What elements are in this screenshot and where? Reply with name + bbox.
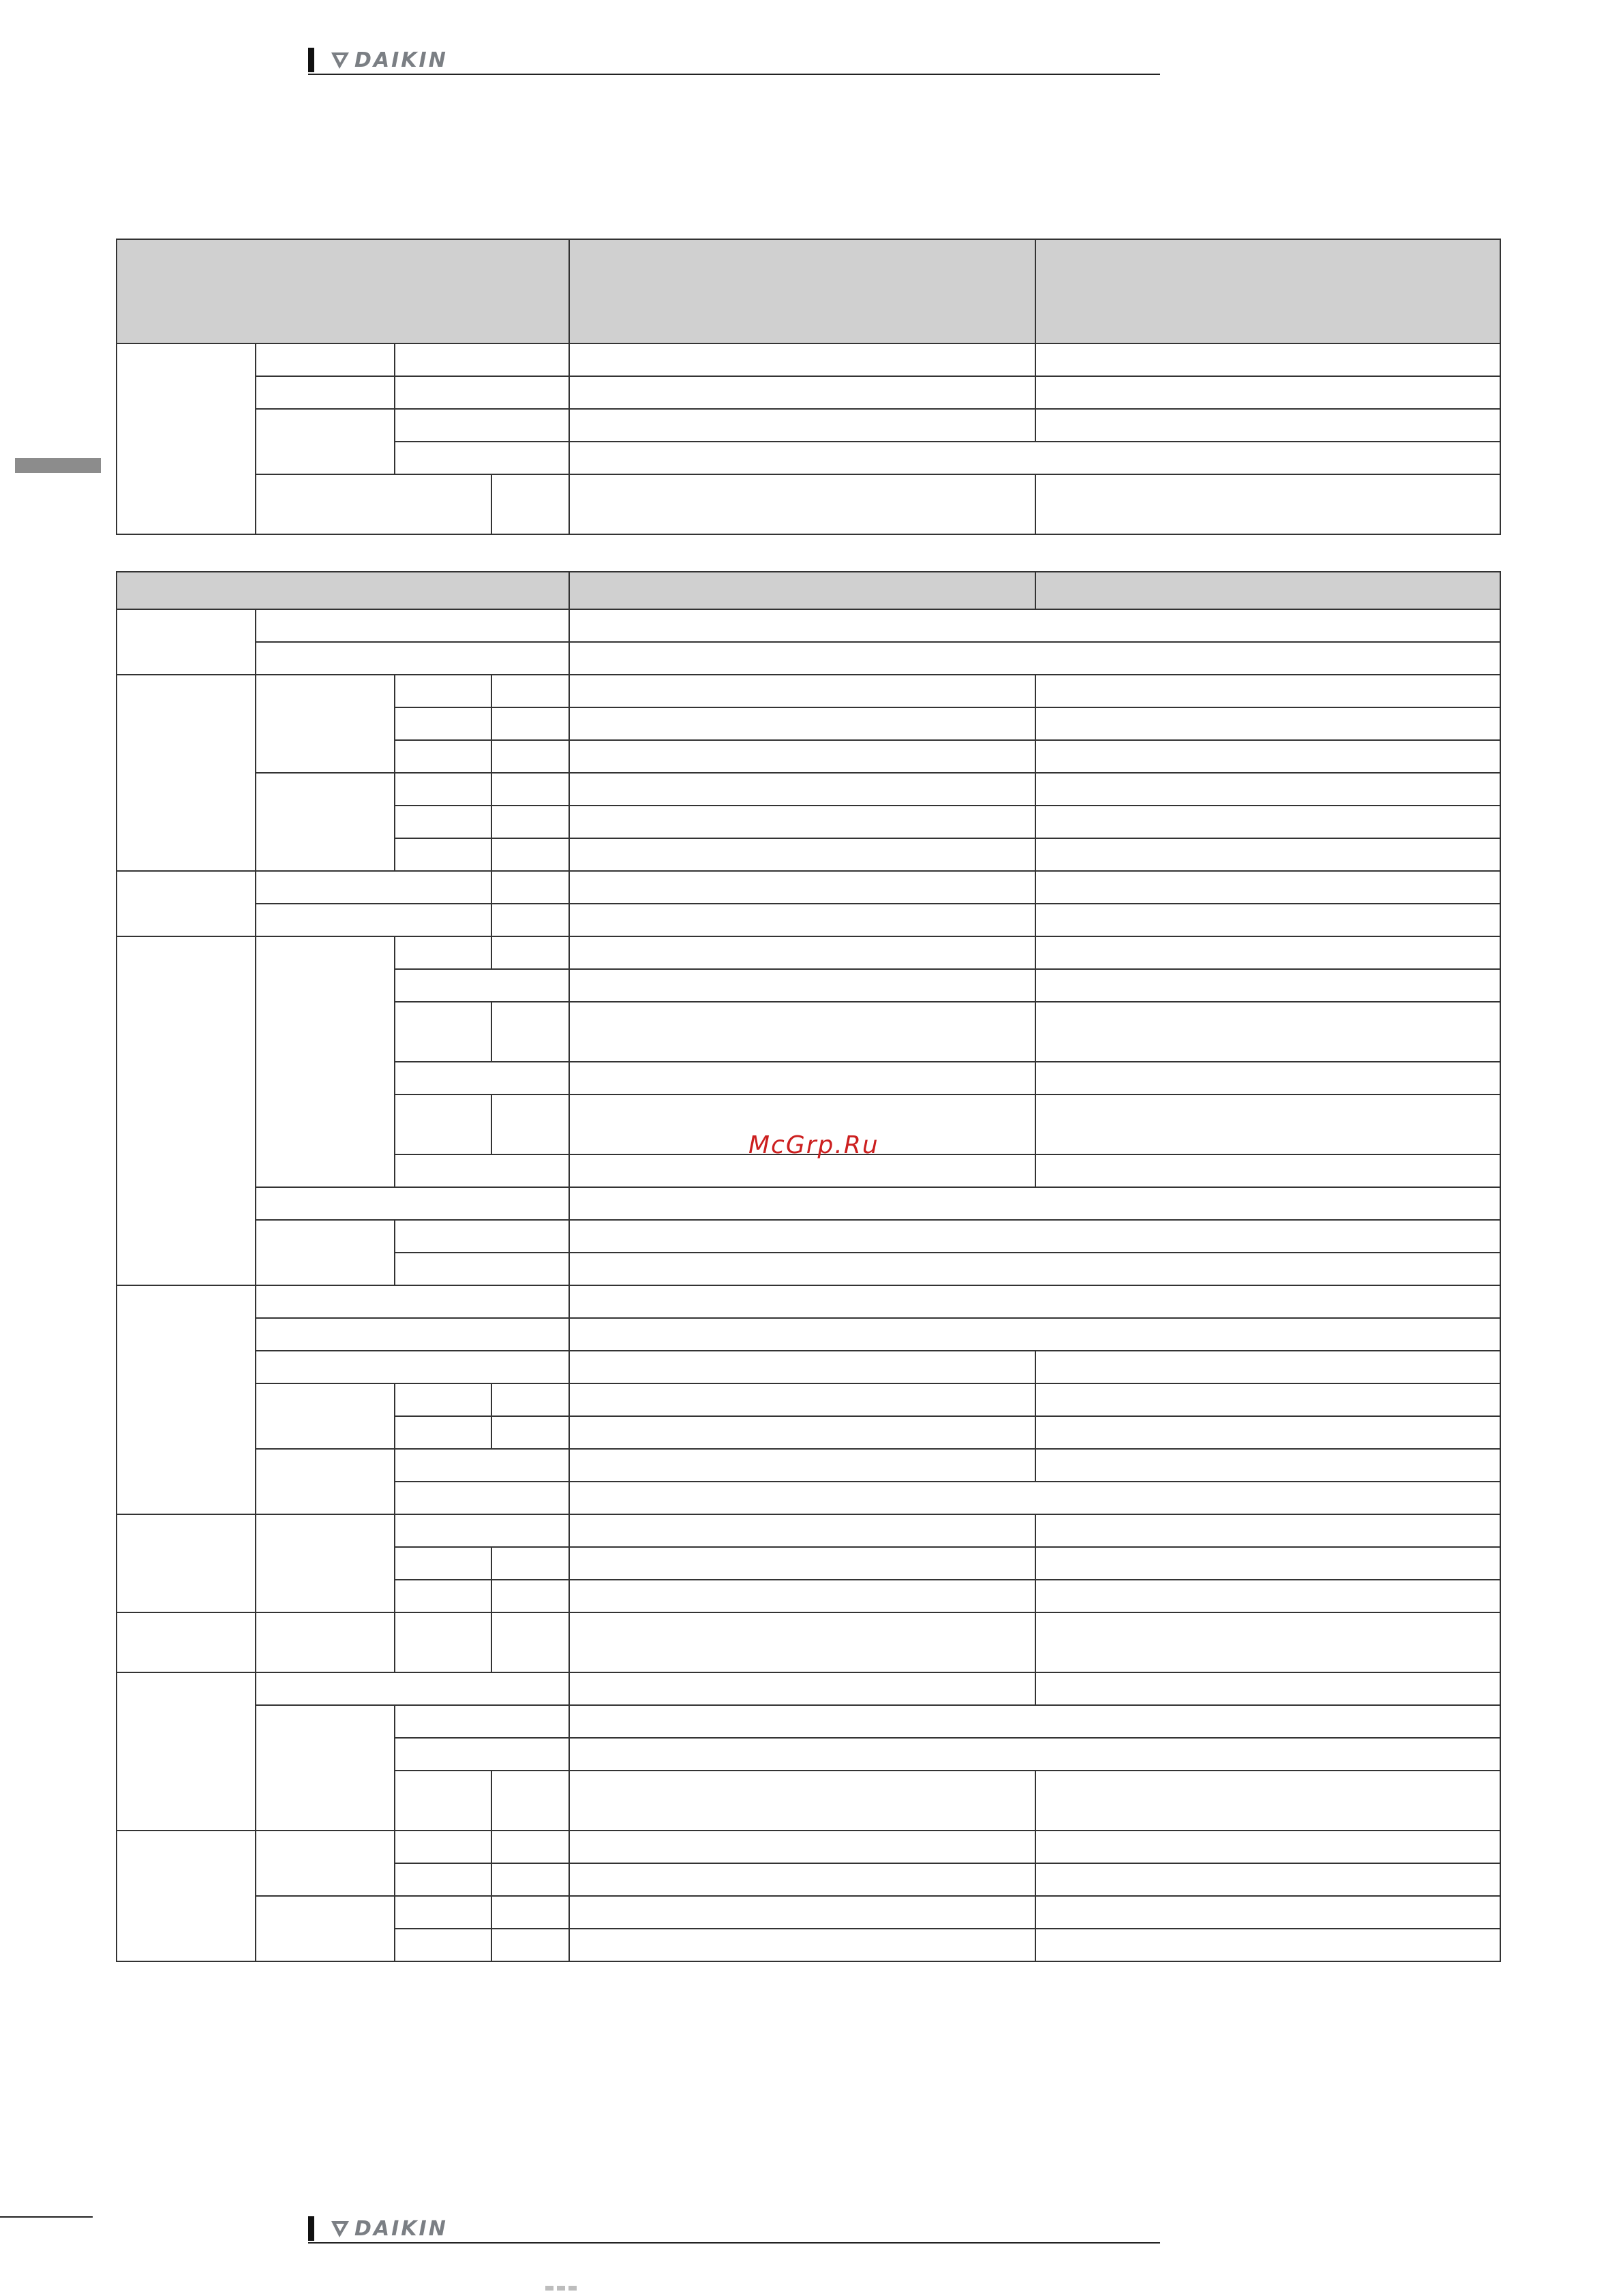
t2-value-a <box>569 1580 1035 1612</box>
t2-unit-cell <box>491 1771 569 1831</box>
t2-unit-cell <box>491 1547 569 1580</box>
t2-value-a <box>569 1351 1035 1383</box>
t2-unit-cell <box>491 1580 569 1612</box>
t1-value-a <box>569 409 1035 442</box>
t2-value-b <box>1035 838 1500 871</box>
t2-cell <box>256 1351 569 1383</box>
side-section-tab <box>15 458 101 473</box>
t2-value-shared <box>569 1738 1500 1771</box>
t2-group-cell <box>117 609 256 675</box>
footer-logo <box>330 2219 448 2239</box>
t1-value-b <box>1035 376 1500 409</box>
t2-cell <box>256 1705 395 1831</box>
t2-group-cell <box>117 1612 256 1672</box>
t2-value-shared <box>569 642 1500 675</box>
page-mark-glyph <box>557 2286 565 2291</box>
t2-value-b <box>1035 871 1500 904</box>
t2-unit-cell <box>491 838 569 871</box>
t2-value-a <box>569 773 1035 806</box>
t2-value-shared <box>569 1705 1500 1738</box>
t2-value-b <box>1035 1351 1500 1383</box>
t2-value-a <box>569 1863 1035 1896</box>
t2-unit-cell <box>491 773 569 806</box>
t2-value-b <box>1035 1896 1500 1929</box>
t2-cell <box>395 1154 569 1187</box>
t2-group-cell <box>117 675 256 871</box>
t2-cell <box>256 773 395 871</box>
t2-value-b <box>1035 1831 1500 1863</box>
t2-cell <box>395 1514 569 1547</box>
t2-value-b <box>1035 806 1500 838</box>
footer-rule <box>308 2242 1160 2244</box>
t2-cell <box>395 1771 491 1831</box>
t2-cell <box>256 1383 395 1449</box>
page-number-marks <box>545 2286 600 2291</box>
t2-cell <box>395 806 491 838</box>
t2-value-a <box>569 1547 1035 1580</box>
t2-group-cell <box>117 936 256 1285</box>
t2-unit-cell <box>491 1002 569 1062</box>
t2-cell <box>395 1416 491 1449</box>
t2-value-a <box>569 904 1035 936</box>
t2-value-a <box>569 1062 1035 1095</box>
t2-value-a <box>569 936 1035 969</box>
t2-header-item <box>117 572 569 609</box>
t2-value-a <box>569 1929 1035 1961</box>
t1-value-shared <box>569 442 1500 474</box>
t2-value-shared <box>569 1318 1500 1351</box>
t2-value-b <box>1035 675 1500 707</box>
header-brand-text: DAIKIN <box>354 48 448 72</box>
t2-cell <box>395 1580 491 1612</box>
footer-left-rule <box>0 2216 93 2218</box>
t1-group-cell <box>117 343 256 534</box>
t2-value-a <box>569 675 1035 707</box>
t1-value-b <box>1035 343 1500 376</box>
t1-header-item <box>117 239 569 343</box>
header-rule <box>308 74 1160 75</box>
t2-cell <box>395 1095 491 1154</box>
t2-value-a <box>569 1154 1035 1187</box>
header-logo <box>330 50 448 71</box>
t2-cell <box>395 838 491 871</box>
t2-cell <box>395 1929 491 1961</box>
t2-group-cell <box>117 871 256 936</box>
t2-cell <box>256 642 569 675</box>
t1-value-b <box>1035 474 1500 534</box>
t2-value-a <box>569 1383 1035 1416</box>
footer-tick <box>308 2216 314 2241</box>
t2-value-a <box>569 871 1035 904</box>
t2-cell <box>395 1896 491 1929</box>
t2-value-a <box>569 1514 1035 1547</box>
t2-cell <box>395 1482 569 1514</box>
t2-cell <box>256 936 395 1187</box>
t1-cell <box>395 343 569 376</box>
t2-value-b <box>1035 969 1500 1002</box>
t2-value-a <box>569 1771 1035 1831</box>
t2-value-a <box>569 969 1035 1002</box>
t2-group-cell <box>117 1831 256 1961</box>
header-tick <box>308 48 314 72</box>
t2-unit-cell <box>491 707 569 740</box>
t2-header-model-a <box>569 572 1035 609</box>
t2-unit-cell <box>491 1383 569 1416</box>
t2-value-shared <box>569 1253 1500 1285</box>
t2-value-b <box>1035 1547 1500 1580</box>
t2-unit-cell <box>491 904 569 936</box>
t2-value-b <box>1035 1672 1500 1705</box>
daikin-logo-icon <box>330 51 350 70</box>
t2-cell <box>256 871 491 904</box>
t1-value-a <box>569 474 1035 534</box>
t2-cell <box>395 1383 491 1416</box>
t1-cell <box>256 376 395 409</box>
t2-cell <box>395 740 491 773</box>
t2-value-a <box>569 707 1035 740</box>
page-mark-glyph <box>545 2286 553 2291</box>
t2-cell <box>395 1705 569 1738</box>
t2-value-shared <box>569 609 1500 642</box>
t2-unit-cell <box>491 806 569 838</box>
t2-value-shared <box>569 1285 1500 1318</box>
t2-cell <box>256 675 395 773</box>
t2-value-a <box>569 740 1035 773</box>
t2-unit-cell <box>491 1095 569 1154</box>
t2-value-b <box>1035 1580 1500 1612</box>
t2-value-shared <box>569 1187 1500 1220</box>
t2-cell <box>256 1187 569 1220</box>
t1-cell <box>395 376 569 409</box>
t2-cell <box>395 1738 569 1771</box>
t2-value-a <box>569 1416 1035 1449</box>
header-brand-bar <box>308 48 1160 75</box>
t2-value-a <box>569 1612 1035 1672</box>
t2-cell <box>256 1220 395 1285</box>
t2-value-b <box>1035 1095 1500 1154</box>
t2-unit-cell <box>491 740 569 773</box>
t2-cell <box>395 1253 569 1285</box>
t2-cell <box>395 969 569 1002</box>
t2-cell <box>395 1220 569 1253</box>
t2-value-a <box>569 1672 1035 1705</box>
t2-unit-cell <box>491 1831 569 1863</box>
t2-unit-cell <box>491 1612 569 1672</box>
t2-header-model-b <box>1035 572 1500 609</box>
t1-header-model-a <box>569 239 1035 343</box>
t2-cell <box>395 707 491 740</box>
t2-unit-cell <box>491 1416 569 1449</box>
t2-cell <box>395 1863 491 1896</box>
t1-unit-cell <box>491 474 569 534</box>
t2-cell <box>395 1831 491 1863</box>
t2-cell <box>395 675 491 707</box>
page-mark-glyph <box>568 2286 577 2291</box>
t2-value-a <box>569 838 1035 871</box>
t2-unit-cell <box>491 1896 569 1929</box>
t2-cell <box>395 1449 569 1482</box>
t2-cell <box>395 936 491 969</box>
t1-value-a <box>569 343 1035 376</box>
t2-value-b <box>1035 1449 1500 1482</box>
t1-cell <box>256 474 491 534</box>
t2-cell <box>256 1318 569 1351</box>
t2-cell <box>395 1547 491 1580</box>
t2-cell <box>256 1612 395 1672</box>
t2-cell <box>256 904 491 936</box>
footer-brand-text: DAIKIN <box>354 2217 448 2241</box>
t2-group-cell <box>117 1514 256 1612</box>
t1-value-b <box>1035 409 1500 442</box>
t2-value-b <box>1035 1863 1500 1896</box>
t2-cell <box>256 1449 395 1514</box>
t2-group-cell <box>117 1285 256 1514</box>
t1-header-model-b <box>1035 239 1500 343</box>
t2-unit-cell <box>491 1929 569 1961</box>
t2-cell <box>256 609 569 642</box>
t2-value-b <box>1035 936 1500 969</box>
t1-cell <box>256 343 395 376</box>
t2-cell <box>256 1831 395 1896</box>
t2-value-b <box>1035 1416 1500 1449</box>
t2-value-b <box>1035 707 1500 740</box>
t2-value-b <box>1035 1612 1500 1672</box>
t2-value-b <box>1035 1929 1500 1961</box>
t2-group-cell <box>117 1672 256 1831</box>
t2-value-b <box>1035 1383 1500 1416</box>
watermark-text: McGrp.Ru <box>748 1131 879 1159</box>
t2-cell <box>256 1896 395 1961</box>
footer-brand-bar <box>308 2216 1160 2244</box>
t2-value-b <box>1035 740 1500 773</box>
spec-table-1 <box>116 239 1501 535</box>
t2-unit-cell <box>491 936 569 969</box>
t2-cell <box>395 1062 569 1095</box>
daikin-logo-icon <box>330 2220 350 2239</box>
t1-value-a <box>569 376 1035 409</box>
t2-value-b <box>1035 1771 1500 1831</box>
t1-cell <box>256 409 395 474</box>
t1-cell <box>395 442 569 474</box>
t2-value-b <box>1035 1062 1500 1095</box>
t2-unit-cell <box>491 871 569 904</box>
t2-cell <box>395 1612 491 1672</box>
spec-table-2 <box>116 571 1501 1962</box>
t2-value-shared <box>569 1482 1500 1514</box>
t2-value-shared <box>569 1220 1500 1253</box>
t2-unit-cell <box>491 675 569 707</box>
t2-value-b <box>1035 904 1500 936</box>
t2-value-b <box>1035 1514 1500 1547</box>
t2-value-a <box>569 1831 1035 1863</box>
t2-cell <box>256 1514 395 1612</box>
t2-value-a <box>569 1449 1035 1482</box>
t1-cell <box>395 409 569 442</box>
t2-value-b <box>1035 773 1500 806</box>
t2-unit-cell <box>491 1863 569 1896</box>
t2-value-a <box>569 1896 1035 1929</box>
t2-cell <box>395 1002 491 1062</box>
t2-value-b <box>1035 1154 1500 1187</box>
t2-value-a <box>569 806 1035 838</box>
t2-value-a <box>569 1002 1035 1062</box>
t2-cell <box>256 1285 569 1318</box>
t2-cell <box>256 1672 569 1705</box>
t2-cell <box>395 773 491 806</box>
t2-value-b <box>1035 1002 1500 1062</box>
